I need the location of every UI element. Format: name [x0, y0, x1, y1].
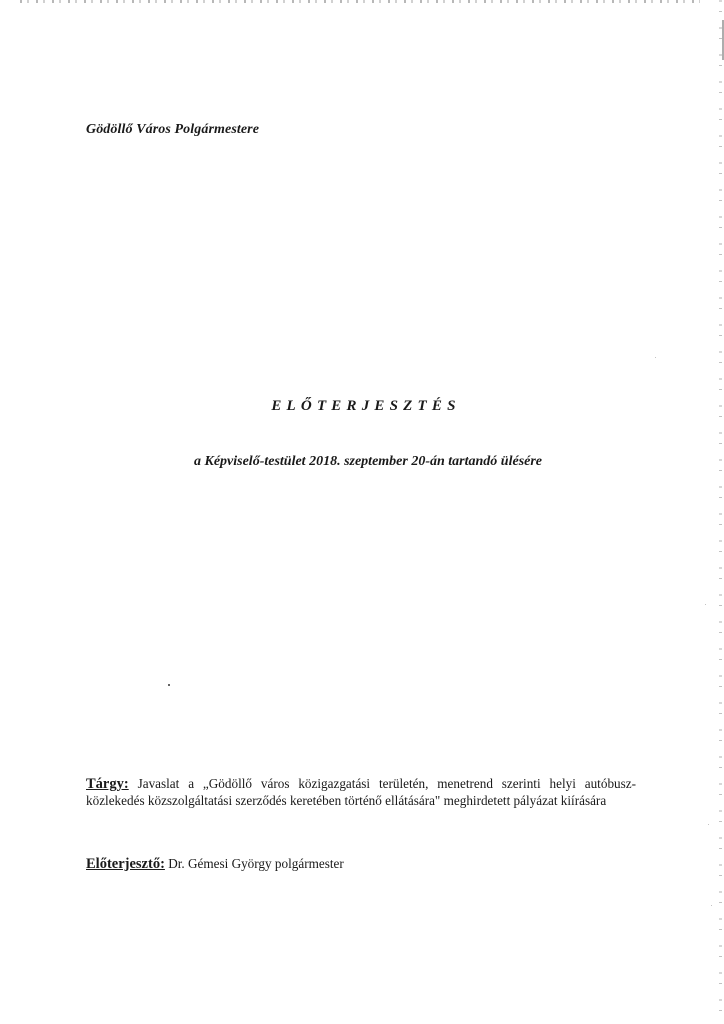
- scan-dot: [168, 684, 170, 686]
- scan-artifact-right: [719, 0, 722, 1024]
- presenter-paragraph: [86, 856, 636, 873]
- scan-speck: [655, 357, 656, 358]
- scan-speck: [708, 824, 709, 825]
- document-title: ELŐTERJESZTÉS: [271, 398, 461, 414]
- subject-text: Javaslat a „Gödöllő város közigazgatási területén, menetrend szerinti helyi autóbusz-közlekedés közszolgáltatási szerződés keretében történő ellátására" meghirdetett pályázat kiírására: [86, 776, 637, 808]
- presenter-label: Előterjesztő:: [86, 856, 165, 872]
- document-author: Gödöllő Város Polgármestere: [86, 122, 260, 137]
- scan-speck: [711, 905, 712, 906]
- scan-speck: [705, 604, 706, 605]
- subject-label: Tárgy:: [86, 776, 129, 792]
- presenter-text: Dr. Gémesi György polgármester: [168, 856, 344, 871]
- subject-paragraph: [86, 776, 636, 809]
- scan-artifact-top: [20, 0, 700, 3]
- document-subtitle: a Képviselő-testület 2018. szeptember 20-án tartandó ülésére: [193, 454, 543, 469]
- scan-artifact-mark: [714, 20, 724, 60]
